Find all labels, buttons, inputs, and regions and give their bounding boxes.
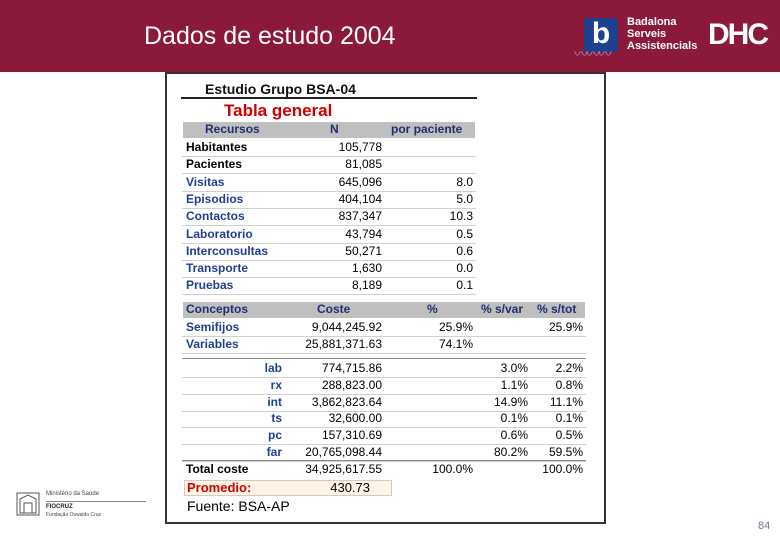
promedio-value: 430.73 [330,480,370,495]
resource-n: 645,096 [338,174,382,189]
fundacao-text: Fundação Oswaldo Cruz [46,512,102,518]
resource-n: 1,630 [351,261,382,276]
variables-separator [182,358,586,359]
cost-value: 9,044,245.92 [311,320,382,334]
resource-n: 105,778 [338,140,382,154]
resource-n: 8,189 [351,278,382,293]
total-label: Total coste [186,462,249,476]
header-coste: Coste [317,302,351,316]
cost-value: 25,881,371.63 [305,337,382,351]
resource-n: 404,104 [338,191,382,206]
resource-name: Contactos [186,209,245,224]
badalona-logo-icon: b [584,18,618,52]
variable-svar: 1.1% [500,377,528,392]
variable-stot: 0.1% [555,411,583,426]
variable-stot: 2.2% [555,361,583,375]
variable-name: far [266,445,282,459]
footer-divider [46,501,146,502]
variable-stot: 0.8% [555,377,583,392]
variable-cost: 32,600.00 [328,411,382,426]
variable-cost: 3,862,823.64 [311,394,382,409]
resource-per-patient: 0.0 [456,261,473,276]
ministry-emblem-icon [14,487,42,521]
variable-name: pc [267,428,282,443]
resource-per-patient: 0.1 [456,278,473,293]
resource-per-patient: 5.0 [456,191,473,206]
logo-line-1: Badalona [627,16,677,28]
header-pct-stot: % s/tot [537,302,577,316]
variable-svar: 14.9% [493,394,528,409]
variable-cost: 774,715.86 [321,361,382,375]
variable-svar: 0.1% [500,411,528,426]
resource-n: 43,794 [345,226,382,241]
total-cost: 34,925,617.55 [305,462,382,476]
header-por-paciente: por paciente [391,122,463,136]
page-number: 84 [758,520,771,532]
resource-name: Interconsultas [186,243,269,258]
variable-name: lab [264,361,282,375]
logo-line-3: Assistencials [627,40,698,52]
resource-name: Episodios [186,191,244,206]
variable-stot: 59.5% [548,445,583,459]
ministry-text: Ministério da Saúde [46,491,100,497]
resource-name: Pruebas [186,278,234,293]
variable-cost: 157,310.69 [321,428,382,443]
resource-name: Visitas [186,174,225,189]
cost-pct: 74.1% [438,337,473,351]
variable-cost: 288,823.00 [321,377,382,392]
cost-concept: Semifijos [186,320,240,334]
variable-svar: 0.6% [500,428,528,443]
title-underline [181,97,477,99]
study-title: Estudio Grupo BSA-04 [205,81,356,97]
page-title: Dados de estudo 2004 [144,22,396,50]
variable-stot: 11.1% [549,394,583,409]
resource-per-patient: 0.6 [456,243,473,258]
resource-name: Habitantes [186,140,248,154]
resource-name: Laboratorio [186,226,253,241]
resource-name: Pacientes [186,157,243,172]
dhc-logo: DHC [708,18,767,51]
row-gridline [182,353,586,354]
variable-name: rx [270,377,282,392]
cost-concept: Variables [186,337,239,351]
resource-n: 837,347 [338,209,382,224]
header-recursos: Recursos [205,122,260,136]
header-pct-svar: % s/var [481,302,524,316]
resource-per-patient: 8.0 [456,174,473,189]
variable-svar: 3.0% [500,361,528,375]
cost-stot: 25.9% [548,320,583,334]
header-n: N [330,122,339,136]
resource-per-patient: 10.3 [449,209,473,224]
badalona-logo-text [627,16,697,52]
table-title: Tabla general [224,101,333,120]
resource-per-patient: 0.5 [456,226,473,241]
row-gridline [182,294,476,295]
resource-name: Transporte [186,261,249,276]
total-pct: 100.0% [432,462,473,476]
variable-svar: 80.2% [493,445,528,459]
variable-cost: 20,765,098.44 [305,445,382,459]
row-gridline [182,336,586,337]
variable-name: int [267,394,282,409]
source-text: Fuente: BSA-AP [187,498,290,514]
fiocruz-logo [14,487,164,523]
resource-n: 81,085 [345,157,382,172]
header-conceptos: Conceptos [186,302,249,316]
cost-pct: 25.9% [438,320,473,334]
resource-n: 50,271 [345,243,382,258]
variable-name: ts [271,411,282,426]
total-stot: 100.0% [542,462,583,476]
variable-stot: 0.5% [555,428,583,443]
header-pct: % [427,302,438,316]
logo-line-2: Serveis [627,28,667,40]
fiocruz-text: FIOCRUZ [46,504,73,510]
promedio-label: Promedio: [187,480,252,495]
wave-icon: 〰〰〰 [574,46,610,62]
